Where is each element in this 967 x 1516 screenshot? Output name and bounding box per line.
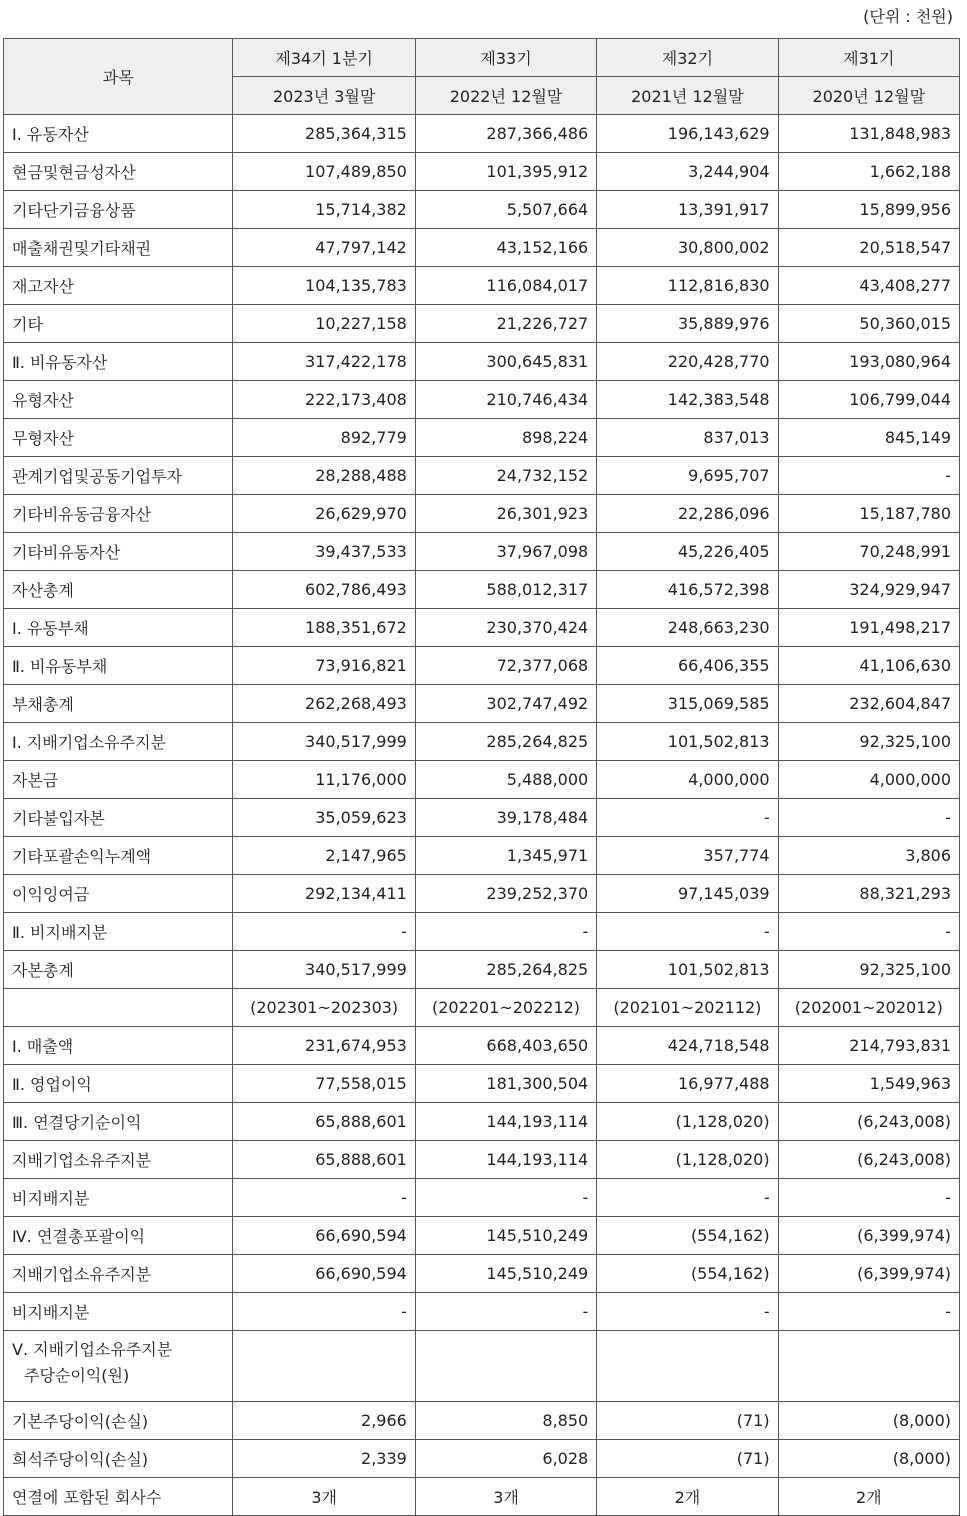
value-cell: 292,134,411	[233, 875, 415, 913]
value-cell: 30,800,002	[597, 229, 778, 267]
row-label: Ⅰ. 매출액	[4, 1027, 233, 1065]
value-cell: 47,797,142	[233, 229, 415, 267]
value-cell: 65,888,601	[233, 1103, 415, 1141]
table-row	[4, 647, 960, 685]
value-cell: 196,143,629	[597, 115, 778, 153]
value-cell: -	[778, 457, 959, 495]
row-label: 기타비유동금융자산	[4, 495, 233, 533]
value-cell: 92,325,100	[778, 951, 959, 989]
value-cell: -	[415, 913, 596, 951]
table-row	[4, 1255, 960, 1293]
table-row	[4, 495, 960, 533]
header-period-name: 제32기	[597, 39, 778, 77]
table-row	[4, 609, 960, 647]
value-cell: 112,816,830	[597, 267, 778, 305]
value-cell: -	[597, 913, 778, 951]
row-label: Ⅱ. 비유동자산	[4, 343, 233, 381]
value-cell: 2,147,965	[233, 837, 415, 875]
value-cell: 35,889,976	[597, 305, 778, 343]
header-period-date: 2023년 3월말	[233, 77, 415, 115]
value-cell: 248,663,230	[597, 609, 778, 647]
table-row	[4, 837, 960, 875]
value-cell: 324,929,947	[778, 571, 959, 609]
table-row	[4, 1141, 960, 1179]
value-cell: 1,345,971	[415, 837, 596, 875]
row-label: 지배기업소유주지분	[4, 1255, 233, 1293]
header-period-date: 2021년 12월말	[597, 77, 778, 115]
period-range-row	[4, 989, 960, 1027]
value-cell: 181,300,504	[415, 1065, 596, 1103]
value-cell: 262,268,493	[233, 685, 415, 723]
table-row	[4, 913, 960, 951]
table-row	[4, 951, 960, 989]
value-cell: (1,128,020)	[597, 1103, 778, 1141]
value-cell: 13,391,917	[597, 191, 778, 229]
value-cell: 287,366,486	[415, 115, 596, 153]
period-range: (202101~202112)	[597, 989, 778, 1027]
empty-cell	[233, 1331, 415, 1402]
header-period-name: 제34기 1분기	[233, 39, 415, 77]
value-cell: -	[778, 1179, 959, 1217]
row-label: 기타비유동자산	[4, 533, 233, 571]
table-row	[4, 305, 960, 343]
value-cell: 15,187,780	[778, 495, 959, 533]
header-period-date: 2022년 12월말	[415, 77, 596, 115]
row-label: 자본총계	[4, 951, 233, 989]
value-cell: 239,252,370	[415, 875, 596, 913]
row-label: 이익잉여금	[4, 875, 233, 913]
value-cell: 73,916,821	[233, 647, 415, 685]
value-cell: 837,013	[597, 419, 778, 457]
value-cell: 317,422,178	[233, 343, 415, 381]
table-row	[4, 1402, 960, 1440]
value-cell: -	[778, 913, 959, 951]
row-label: 관계기업및공동기업투자	[4, 457, 233, 495]
value-cell: (71)	[597, 1440, 778, 1478]
header-period-name: 제33기	[415, 39, 596, 77]
value-cell: 39,178,484	[415, 799, 596, 837]
value-cell: 340,517,999	[233, 723, 415, 761]
value-cell: 602,786,493	[233, 571, 415, 609]
value-cell: 26,629,970	[233, 495, 415, 533]
financial-summary-table	[3, 38, 960, 1516]
value-cell: 4,000,000	[778, 761, 959, 799]
value-cell: 5,507,664	[415, 191, 596, 229]
table-row	[4, 115, 960, 153]
table-row	[4, 875, 960, 913]
eps-section-label	[4, 1331, 233, 1402]
empty-cell	[778, 1331, 959, 1402]
value-cell: 6,028	[415, 1440, 596, 1478]
period-range-section	[4, 989, 960, 1027]
value-cell: -	[233, 1179, 415, 1217]
eps-section	[4, 1331, 960, 1402]
table-row	[4, 1440, 960, 1478]
unit-label: (단위 : 천원)	[863, 7, 953, 26]
value-cell: 188,351,672	[233, 609, 415, 647]
value-cell: -	[597, 1293, 778, 1331]
row-label: 자산총계	[4, 571, 233, 609]
value-cell: 37,967,098	[415, 533, 596, 571]
value-cell: 357,774	[597, 837, 778, 875]
value-cell: 8,850	[415, 1402, 596, 1440]
header-row-period-names	[4, 39, 960, 77]
income-statement-body	[4, 1027, 960, 1331]
value-cell: 65,888,601	[233, 1141, 415, 1179]
empty-cell	[415, 1331, 596, 1402]
row-label: Ⅰ. 지배기업소유주지분	[4, 723, 233, 761]
value-cell: 10,227,158	[233, 305, 415, 343]
row-label: 무형자산	[4, 419, 233, 457]
value-cell: -	[415, 1179, 596, 1217]
header-period-name: 제31기	[778, 39, 959, 77]
value-cell: 2,339	[233, 1440, 415, 1478]
value-cell: 45,226,405	[597, 533, 778, 571]
row-label: 기타단기금융상품	[4, 191, 233, 229]
value-cell: 50,360,015	[778, 305, 959, 343]
value-cell: 285,264,825	[415, 951, 596, 989]
value-cell: -	[597, 799, 778, 837]
value-cell: 92,325,100	[778, 723, 959, 761]
value-cell: 3,244,904	[597, 153, 778, 191]
table-row	[4, 685, 960, 723]
value-cell: 285,264,825	[415, 723, 596, 761]
value-cell: (554,162)	[597, 1217, 778, 1255]
table-row	[4, 799, 960, 837]
value-cell: 16,977,488	[597, 1065, 778, 1103]
value-cell: 107,489,850	[233, 153, 415, 191]
value-cell: 210,746,434	[415, 381, 596, 419]
table-row	[4, 381, 960, 419]
value-cell: 72,377,068	[415, 647, 596, 685]
value-cell: (71)	[597, 1402, 778, 1440]
eps-section-label-line1: Ⅴ. 지배기업소유주지분	[12, 1340, 173, 1359]
table-row	[4, 419, 960, 457]
subsidiaries-count: 3개	[233, 1478, 415, 1516]
subsidiaries-count: 3개	[415, 1478, 596, 1516]
value-cell: 285,364,315	[233, 115, 415, 153]
value-cell: 41,106,630	[778, 647, 959, 685]
row-label: 기타불입자본	[4, 799, 233, 837]
table-row	[4, 1217, 960, 1255]
value-cell: 424,718,548	[597, 1027, 778, 1065]
value-cell: 3,806	[778, 837, 959, 875]
value-cell: 28,288,488	[233, 457, 415, 495]
value-cell: 668,403,650	[415, 1027, 596, 1065]
value-cell: 106,799,044	[778, 381, 959, 419]
row-label: 기타	[4, 305, 233, 343]
table-row	[4, 457, 960, 495]
row-label: Ⅳ. 연결총포괄이익	[4, 1217, 233, 1255]
value-cell: 104,135,783	[233, 267, 415, 305]
value-cell: 26,301,923	[415, 495, 596, 533]
value-cell: 892,779	[233, 419, 415, 457]
table-row	[4, 1179, 960, 1217]
row-label: 매출채권및기타채권	[4, 229, 233, 267]
value-cell: 88,321,293	[778, 875, 959, 913]
value-cell: 898,224	[415, 419, 596, 457]
value-cell: (6,399,974)	[778, 1217, 959, 1255]
value-cell: 1,549,963	[778, 1065, 959, 1103]
row-label: 기타포괄손익누계액	[4, 837, 233, 875]
row-label: 지배기업소유주지분	[4, 1141, 233, 1179]
subsidiaries-row	[4, 1478, 960, 1516]
value-cell: 230,370,424	[415, 609, 596, 647]
eps-body	[4, 1402, 960, 1478]
value-cell: 131,848,983	[778, 115, 959, 153]
value-cell: 20,518,547	[778, 229, 959, 267]
value-cell: 145,510,249	[415, 1217, 596, 1255]
eps-section-label-line2: 주당순이익(원)	[24, 1366, 130, 1385]
value-cell: 43,408,277	[778, 267, 959, 305]
value-cell: 191,498,217	[778, 609, 959, 647]
value-cell: 214,793,831	[778, 1027, 959, 1065]
value-cell: 15,899,956	[778, 191, 959, 229]
period-range: (202301~202303)	[233, 989, 415, 1027]
eps-section-row	[4, 1331, 960, 1402]
value-cell: 315,069,585	[597, 685, 778, 723]
table-row	[4, 571, 960, 609]
row-label: Ⅰ. 유동자산	[4, 115, 233, 153]
subsidiaries-section	[4, 1478, 960, 1516]
value-cell: 39,437,533	[233, 533, 415, 571]
value-cell: 43,152,166	[415, 229, 596, 267]
value-cell: 35,059,623	[233, 799, 415, 837]
subsidiaries-label: 연결에 포함된 회사수	[4, 1478, 233, 1516]
value-cell: (6,399,974)	[778, 1255, 959, 1293]
value-cell: 588,012,317	[415, 571, 596, 609]
subsidiaries-count: 2개	[597, 1478, 778, 1516]
value-cell: 11,176,000	[233, 761, 415, 799]
table-row	[4, 153, 960, 191]
row-label: 부채총계	[4, 685, 233, 723]
subsidiaries-count: 2개	[778, 1478, 959, 1516]
value-cell: 145,510,249	[415, 1255, 596, 1293]
row-label: 재고자산	[4, 267, 233, 305]
value-cell: 22,286,096	[597, 495, 778, 533]
value-cell: 116,084,017	[415, 267, 596, 305]
value-cell: -	[778, 799, 959, 837]
value-cell: 193,080,964	[778, 343, 959, 381]
table-row	[4, 723, 960, 761]
value-cell: 70,248,991	[778, 533, 959, 571]
row-label: 자본금	[4, 761, 233, 799]
value-cell: 15,714,382	[233, 191, 415, 229]
value-cell: 21,226,727	[415, 305, 596, 343]
value-cell: (8,000)	[778, 1402, 959, 1440]
value-cell: 9,695,707	[597, 457, 778, 495]
header-subject: 과목	[4, 39, 233, 115]
table-row	[4, 191, 960, 229]
row-label: 비지배지분	[4, 1293, 233, 1331]
row-label: 비지배지분	[4, 1179, 233, 1217]
table-row	[4, 1027, 960, 1065]
value-cell: 302,747,492	[415, 685, 596, 723]
row-label: Ⅲ. 연결당기순이익	[4, 1103, 233, 1141]
period-range: (202201~202212)	[415, 989, 596, 1027]
value-cell: -	[233, 913, 415, 951]
row-label: Ⅰ. 유동부채	[4, 609, 233, 647]
value-cell: 66,690,594	[233, 1217, 415, 1255]
value-cell: 4,000,000	[597, 761, 778, 799]
row-label: Ⅱ. 비지배지분	[4, 913, 233, 951]
table-row	[4, 1065, 960, 1103]
value-cell: 97,145,039	[597, 875, 778, 913]
value-cell: 24,732,152	[415, 457, 596, 495]
value-cell: 231,674,953	[233, 1027, 415, 1065]
value-cell: (6,243,008)	[778, 1141, 959, 1179]
table-row	[4, 1293, 960, 1331]
table-row	[4, 229, 960, 267]
row-label: Ⅱ. 영업이익	[4, 1065, 233, 1103]
period-range-empty-cell	[4, 989, 233, 1027]
value-cell: 340,517,999	[233, 951, 415, 989]
value-cell: 77,558,015	[233, 1065, 415, 1103]
period-range: (202001~202012)	[778, 989, 959, 1027]
value-cell: 66,406,355	[597, 647, 778, 685]
value-cell: 300,645,831	[415, 343, 596, 381]
empty-cell	[597, 1331, 778, 1402]
value-cell: 232,604,847	[778, 685, 959, 723]
value-cell: 142,383,548	[597, 381, 778, 419]
value-cell: -	[233, 1293, 415, 1331]
value-cell: 5,488,000	[415, 761, 596, 799]
row-label: Ⅱ. 비유동부채	[4, 647, 233, 685]
value-cell: 416,572,398	[597, 571, 778, 609]
value-cell: 101,502,813	[597, 723, 778, 761]
value-cell: 222,173,408	[233, 381, 415, 419]
value-cell: 144,193,114	[415, 1141, 596, 1179]
row-label: 기본주당이익(손실)	[4, 1402, 233, 1440]
value-cell: 66,690,594	[233, 1255, 415, 1293]
table-row	[4, 343, 960, 381]
value-cell: (1,128,020)	[597, 1141, 778, 1179]
value-cell: (554,162)	[597, 1255, 778, 1293]
value-cell: 101,395,912	[415, 153, 596, 191]
value-cell: -	[597, 1179, 778, 1217]
table-row	[4, 267, 960, 305]
table-row	[4, 761, 960, 799]
value-cell: 144,193,114	[415, 1103, 596, 1141]
value-cell: -	[415, 1293, 596, 1331]
balance-sheet-body	[4, 115, 960, 989]
row-label: 현금및현금성자산	[4, 153, 233, 191]
header-period-date: 2020년 12월말	[778, 77, 959, 115]
value-cell: (8,000)	[778, 1440, 959, 1478]
row-label: 유형자산	[4, 381, 233, 419]
value-cell: 220,428,770	[597, 343, 778, 381]
table-row	[4, 1103, 960, 1141]
value-cell: 1,662,188	[778, 153, 959, 191]
value-cell: 101,502,813	[597, 951, 778, 989]
value-cell: -	[778, 1293, 959, 1331]
value-cell: 2,966	[233, 1402, 415, 1440]
row-label: 희석주당이익(손실)	[4, 1440, 233, 1478]
value-cell: 845,149	[778, 419, 959, 457]
table-row	[4, 533, 960, 571]
value-cell: (6,243,008)	[778, 1103, 959, 1141]
